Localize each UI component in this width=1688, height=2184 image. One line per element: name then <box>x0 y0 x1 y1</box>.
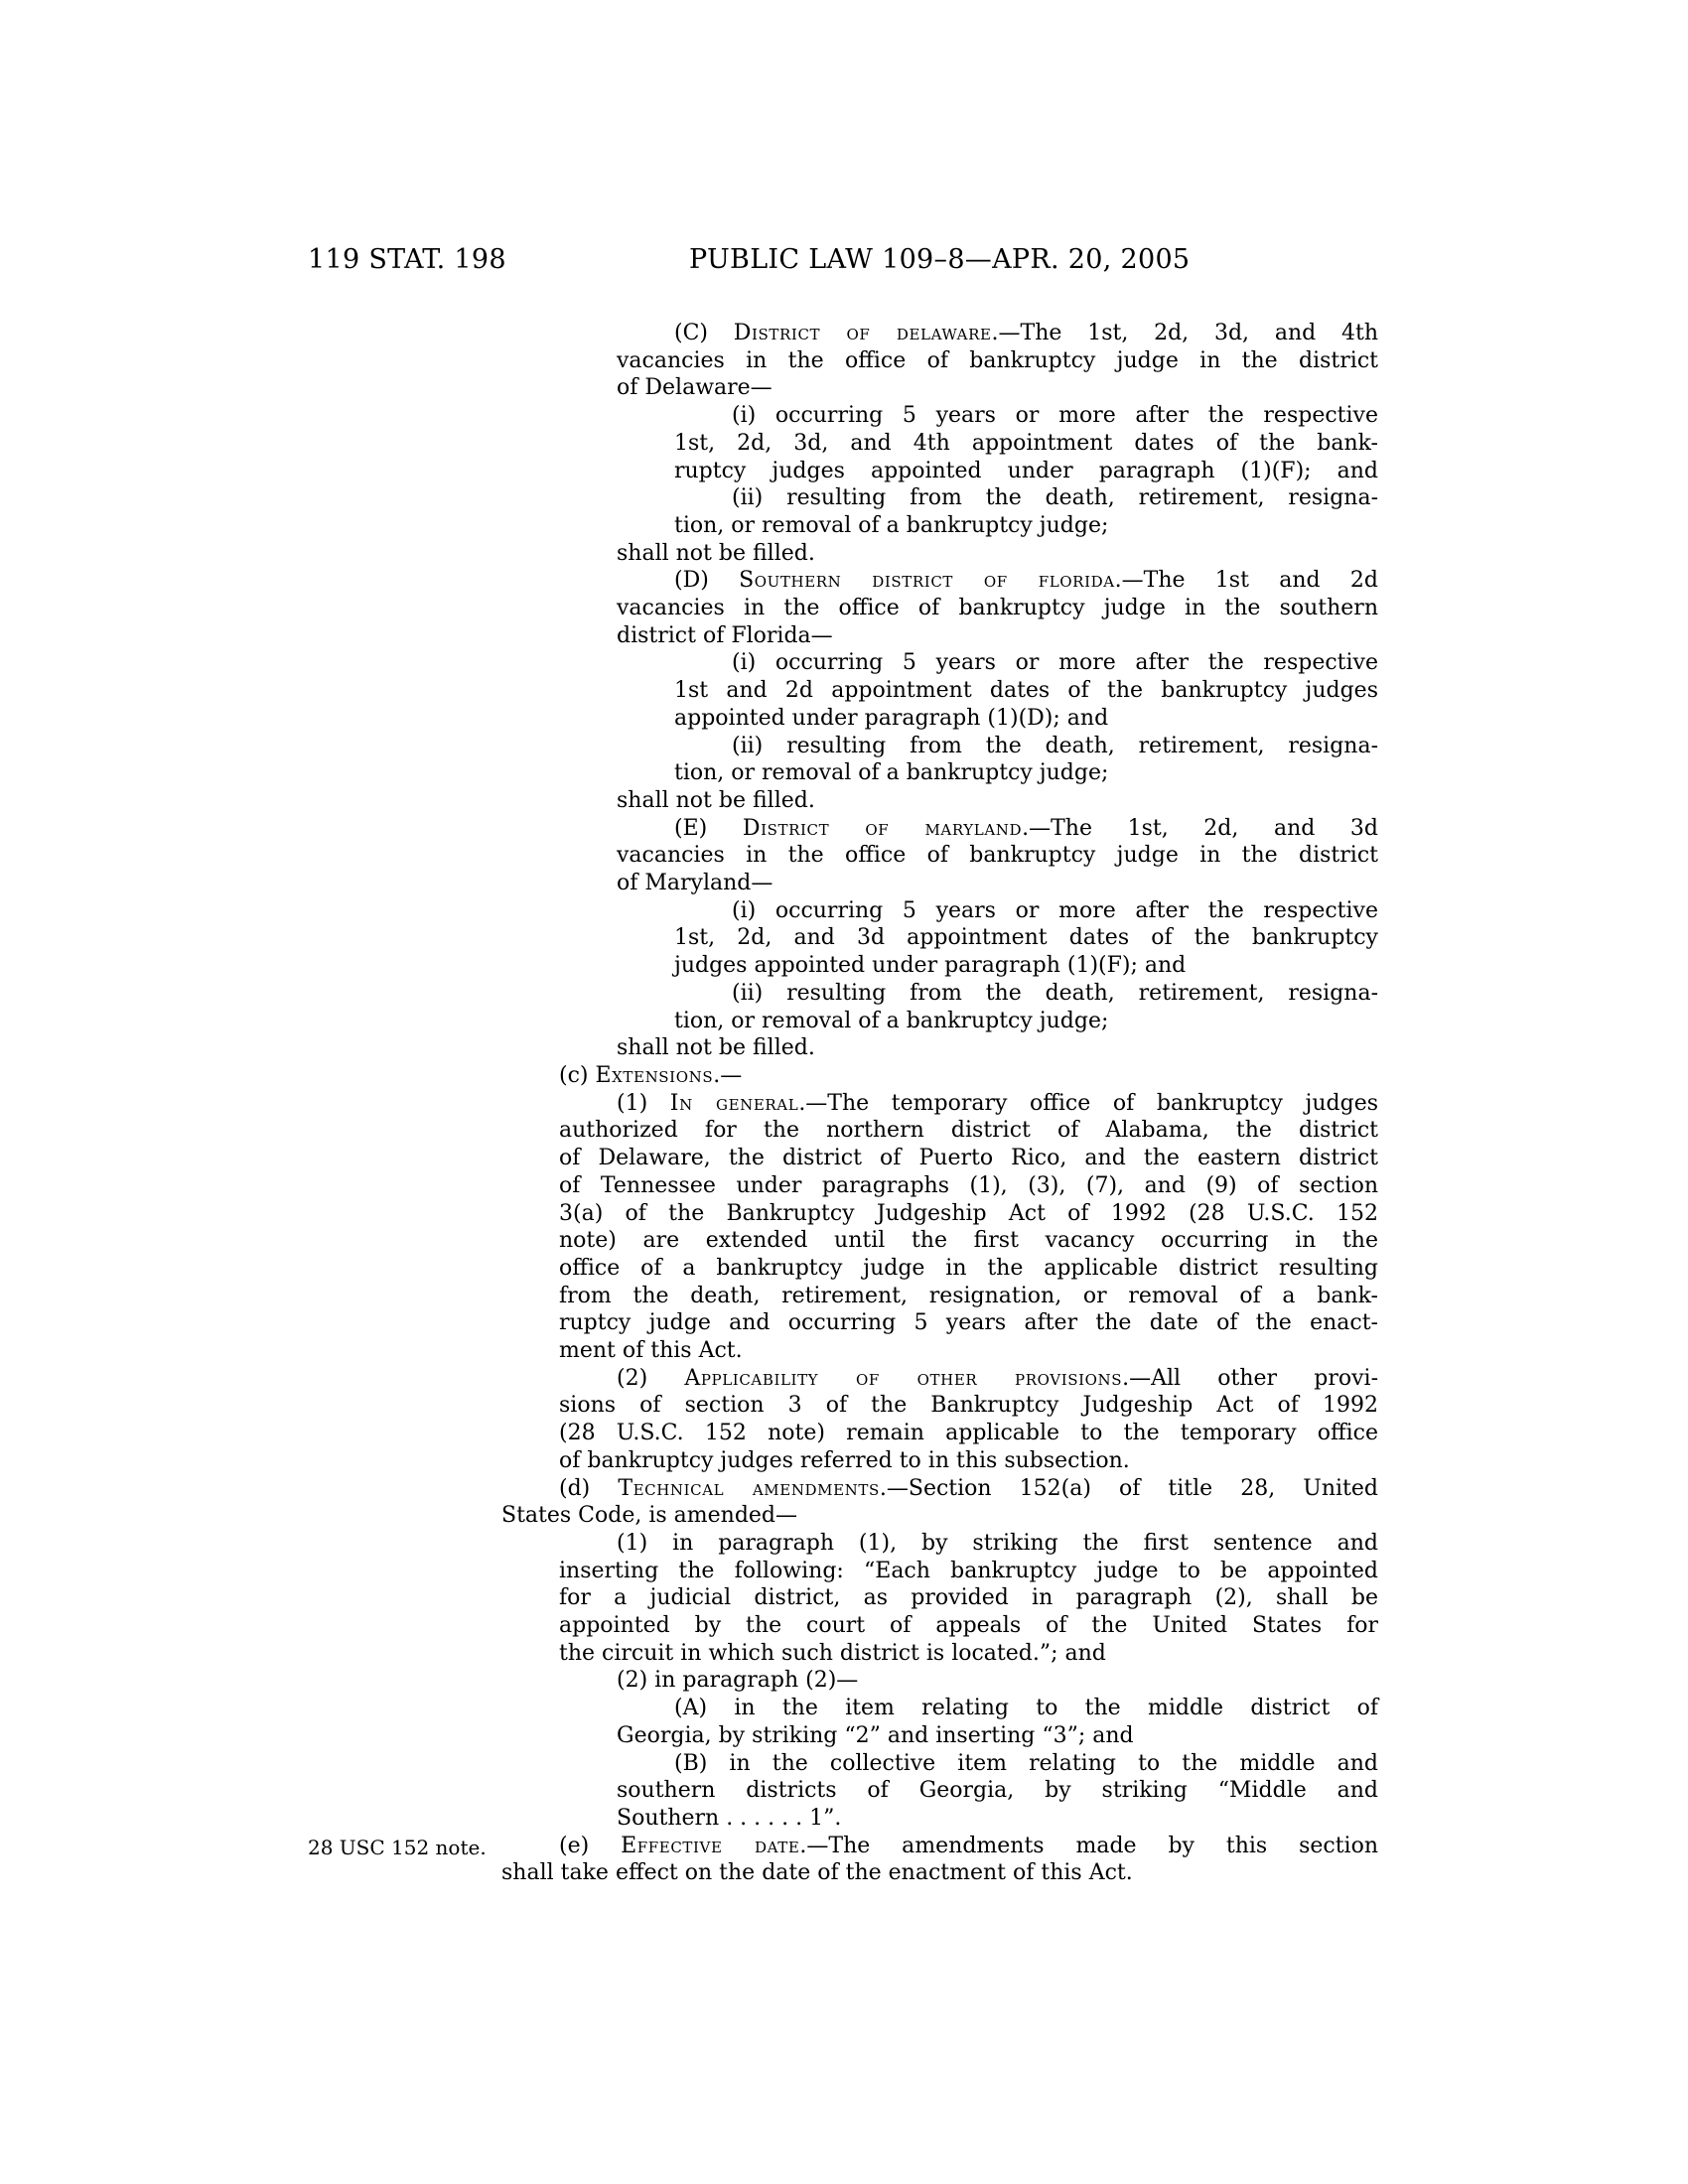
subparagraph-C-heading-line <box>501 347 1378 375</box>
subsection-d-heading-line <box>501 1475 1378 1503</box>
text-run: appointed under paragraph (1)(D); and <box>674 705 1109 731</box>
text-run: vacancies in the office of bankruptcy judge in the district <box>617 843 1378 869</box>
text-run: shall not be filled. <box>617 1035 815 1061</box>
text-run: Georgia, by striking “2” and inserting “3”; and <box>617 1722 1134 1748</box>
text-run: .—The 1st, 2d, and 3d <box>1022 815 1379 841</box>
paragraph-c-1-line <box>501 1145 1378 1172</box>
text-run: the circuit in which such district is located.”; and <box>559 1640 1106 1666</box>
text-run: 1st, 2d, 3d, and 4th appointment dates of the bank- <box>674 430 1378 456</box>
paragraph-c-1-line <box>501 1200 1378 1228</box>
text-run: tion, or removal of a bankruptcy judge; <box>674 1008 1109 1033</box>
text-run: .— <box>713 1062 743 1088</box>
text-run: (ii) resulting from the death, retirement, resigna- <box>732 485 1378 511</box>
text-run: (ii) resulting from the death, retirement, resigna- <box>732 733 1378 758</box>
text-run: of Maryland— <box>617 871 774 896</box>
clause-C-ii-line <box>501 512 1378 540</box>
subsection-e-line <box>501 1859 1378 1887</box>
small-caps-heading: In general <box>669 1090 799 1116</box>
paragraph-d-1-line <box>501 1530 1378 1558</box>
paragraph-c-1-line <box>501 1172 1378 1200</box>
text-run: office of a bankruptcy judge in the applicable district resulting <box>559 1255 1378 1281</box>
clause-D-ii-line <box>501 733 1378 760</box>
text-run: (1) <box>617 1090 670 1116</box>
small-caps-heading: District of delaware <box>733 321 992 345</box>
text-run: appointed by the court of appeals of the United States for <box>559 1613 1378 1639</box>
text-run: district of Florida— <box>617 622 833 648</box>
text-run: Southern . . . . . . 1”. <box>617 1805 842 1831</box>
text-run: (d) <box>559 1475 619 1501</box>
paragraph-c-1-line <box>501 1255 1378 1283</box>
small-caps-heading: Extensions <box>595 1062 714 1088</box>
subsection-e-line <box>308 1833 1379 1860</box>
subparagraph-E-heading-line <box>501 842 1378 870</box>
text-run: shall take effect on the date of the enactment of this Act. <box>501 1860 1133 1886</box>
clause-D-i-line <box>501 649 1378 677</box>
paragraph-c-2-line <box>501 1365 1378 1393</box>
clause-C-i-line <box>501 458 1378 485</box>
text-run: (B) in the collective item relating to the middle and <box>674 1750 1378 1776</box>
small-caps-heading: Applicability of other provisions <box>684 1365 1123 1391</box>
paragraph-c-2-line <box>501 1392 1378 1420</box>
paragraph-c-2-line <box>501 1420 1378 1447</box>
subparagraph-D-heading-line <box>501 595 1378 622</box>
subparagraph-d-2-B-line <box>501 1777 1378 1805</box>
subparagraph-C-closing-line <box>501 540 1378 568</box>
text-run: .—The 1st, 2d, 3d, and 4th <box>991 321 1378 345</box>
text-run: authorized for the northern district of Alabama, the district <box>559 1118 1378 1144</box>
text-run: (i) occurring 5 years or more after the respective <box>732 650 1378 676</box>
text-run: (ii) resulting from the death, retirement, resigna- <box>732 980 1378 1006</box>
text-run: States Code, is amended— <box>501 1503 798 1529</box>
subparagraph-C-heading-line <box>501 320 1378 347</box>
subsection-d-heading-line <box>501 1502 1378 1530</box>
paragraph-c-1-line <box>501 1227 1378 1255</box>
text-run: (D) <box>674 568 740 594</box>
clause-E-i-line <box>501 897 1378 925</box>
subparagraph-d-2-B-line <box>501 1805 1378 1833</box>
paragraph-c-2-line <box>501 1447 1378 1475</box>
clause-E-ii-line <box>501 1008 1378 1035</box>
small-caps-heading: Effective date <box>621 1833 800 1858</box>
paragraph-c-1-line <box>501 1337 1378 1365</box>
text-run: (2) <box>617 1365 685 1391</box>
text-run: of Tennessee under paragraphs (1), (3), (7), and (9) of section <box>559 1172 1378 1198</box>
text-run: shall not be filled. <box>617 540 815 566</box>
text-run: from the death, retirement, resignation, or removal of a bank- <box>559 1283 1378 1308</box>
text-run: 1st and 2d appointment dates of the bankruptcy judges <box>674 678 1378 704</box>
text-run: .—All other provi- <box>1122 1365 1378 1391</box>
text-run: (e) <box>559 1833 622 1858</box>
text-run: vacancies in the office of bankruptcy judge in the southern <box>617 596 1378 621</box>
subparagraph-E-closing-line <box>501 1034 1378 1062</box>
text-run: (C) <box>674 321 734 345</box>
stat-page-number: 119 STAT. 198 <box>308 244 506 275</box>
text-run: tion, or removal of a bankruptcy judge; <box>674 512 1109 538</box>
text-run: 3(a) of the Bankruptcy Judgeship Act of 1992 (28 U.S.C. 152 <box>559 1200 1378 1226</box>
text-run: (c) <box>559 1062 596 1088</box>
text-run: .—The amendments made by this section <box>799 1833 1379 1858</box>
small-caps-heading: Southern district of florida <box>739 568 1115 594</box>
text-run: inserting the following: “Each bankruptcy judge to be appointed <box>559 1558 1378 1583</box>
text-run: note) are extended until the first vacancy occurring in the <box>559 1228 1378 1254</box>
text-run: (E) <box>674 815 743 841</box>
paragraph-d-1-line <box>501 1558 1378 1585</box>
text-run: shall not be filled. <box>617 787 815 813</box>
text-run: sions of section 3 of the Bankruptcy Judgeship Act of 1992 <box>559 1393 1378 1419</box>
text-run: judges appointed under paragraph (1)(F); and <box>674 953 1187 979</box>
text-run: vacancies in the office of bankruptcy judge in the district <box>617 347 1378 373</box>
subparagraph-D-closing-line <box>501 787 1378 815</box>
statute-text-column <box>308 320 1379 1887</box>
subparagraph-D-heading-line <box>501 567 1378 595</box>
text-run: .—The 1st and 2d <box>1114 568 1378 594</box>
text-run: ruptcy judge and occurring 5 years after the date of the enact- <box>559 1310 1378 1336</box>
clause-D-i-line <box>501 677 1378 705</box>
paragraph-c-1-line <box>501 1117 1378 1145</box>
small-caps-heading: District of maryland <box>742 815 1023 841</box>
public-law-header: PUBLIC LAW 109–8—APR. 20, 2005 <box>689 244 1191 275</box>
paragraph-d-1-line <box>501 1584 1378 1612</box>
subparagraph-D-heading-line <box>501 622 1378 650</box>
uscode-margin-note: 28 USC 152 note. <box>308 1835 487 1859</box>
subparagraph-E-heading-line <box>501 870 1378 897</box>
subparagraph-d-2-A-line <box>501 1695 1378 1722</box>
text-run: of Delaware— <box>617 375 773 401</box>
clause-E-ii-line <box>501 980 1378 1008</box>
text-run: southern districts of Georgia, by striking “Middle and <box>617 1778 1378 1804</box>
paragraph-c-1-line <box>501 1309 1378 1337</box>
clause-C-i-line <box>501 402 1378 430</box>
paragraph-d-1-line <box>501 1612 1378 1640</box>
clause-C-ii-line <box>501 484 1378 512</box>
small-caps-heading: Technical amendments <box>618 1475 880 1501</box>
clause-C-i-line <box>501 430 1378 458</box>
clause-E-i-line <box>501 924 1378 952</box>
text-run: .—The temporary office of bankruptcy judges <box>798 1090 1379 1116</box>
text-run: of Delaware, the district of Puerto Rico, and the eastern district <box>559 1146 1378 1171</box>
clause-D-i-line <box>501 705 1378 733</box>
subparagraph-E-heading-line <box>501 815 1378 843</box>
paragraph-c-1-line <box>501 1283 1378 1310</box>
text-run: (i) occurring 5 years or more after the respective <box>732 403 1378 429</box>
clause-E-i-line <box>501 952 1378 980</box>
paragraph-d-2-line <box>501 1667 1378 1695</box>
text-run: (i) occurring 5 years or more after the respective <box>732 897 1378 923</box>
text-run: (28 U.S.C. 152 note) remain applicable to the temporary office <box>559 1421 1378 1446</box>
text-run: (1) in paragraph (1), by striking the first sentence and <box>617 1530 1378 1556</box>
text-run: of bankruptcy judges referred to in this subsection. <box>559 1447 1130 1473</box>
text-run: 1st, 2d, and 3d appointment dates of the bankruptcy <box>674 925 1378 951</box>
subsection-c-heading-line <box>501 1062 1378 1090</box>
text-run: for a judicial district, as provided in paragraph (2), shall be <box>559 1585 1378 1611</box>
text-run: ment of this Act. <box>559 1338 743 1364</box>
text-run: .—Section 152(a) of title 28, United <box>879 1475 1378 1501</box>
text-run: tion, or removal of a bankruptcy judge; <box>674 760 1109 786</box>
subparagraph-d-2-A-line <box>501 1722 1378 1750</box>
subparagraph-d-2-B-line <box>501 1750 1378 1778</box>
paragraph-c-1-line <box>501 1090 1378 1118</box>
text-run: ruptcy judges appointed under paragraph (1)(F); and <box>674 458 1378 483</box>
text-run: (A) in the item relating to the middle district of <box>674 1696 1378 1721</box>
paragraph-d-1-line <box>501 1640 1378 1668</box>
clause-D-ii-line <box>501 759 1378 787</box>
subparagraph-C-heading-line <box>501 374 1378 402</box>
text-run: (2) in paragraph (2)— <box>617 1668 859 1694</box>
